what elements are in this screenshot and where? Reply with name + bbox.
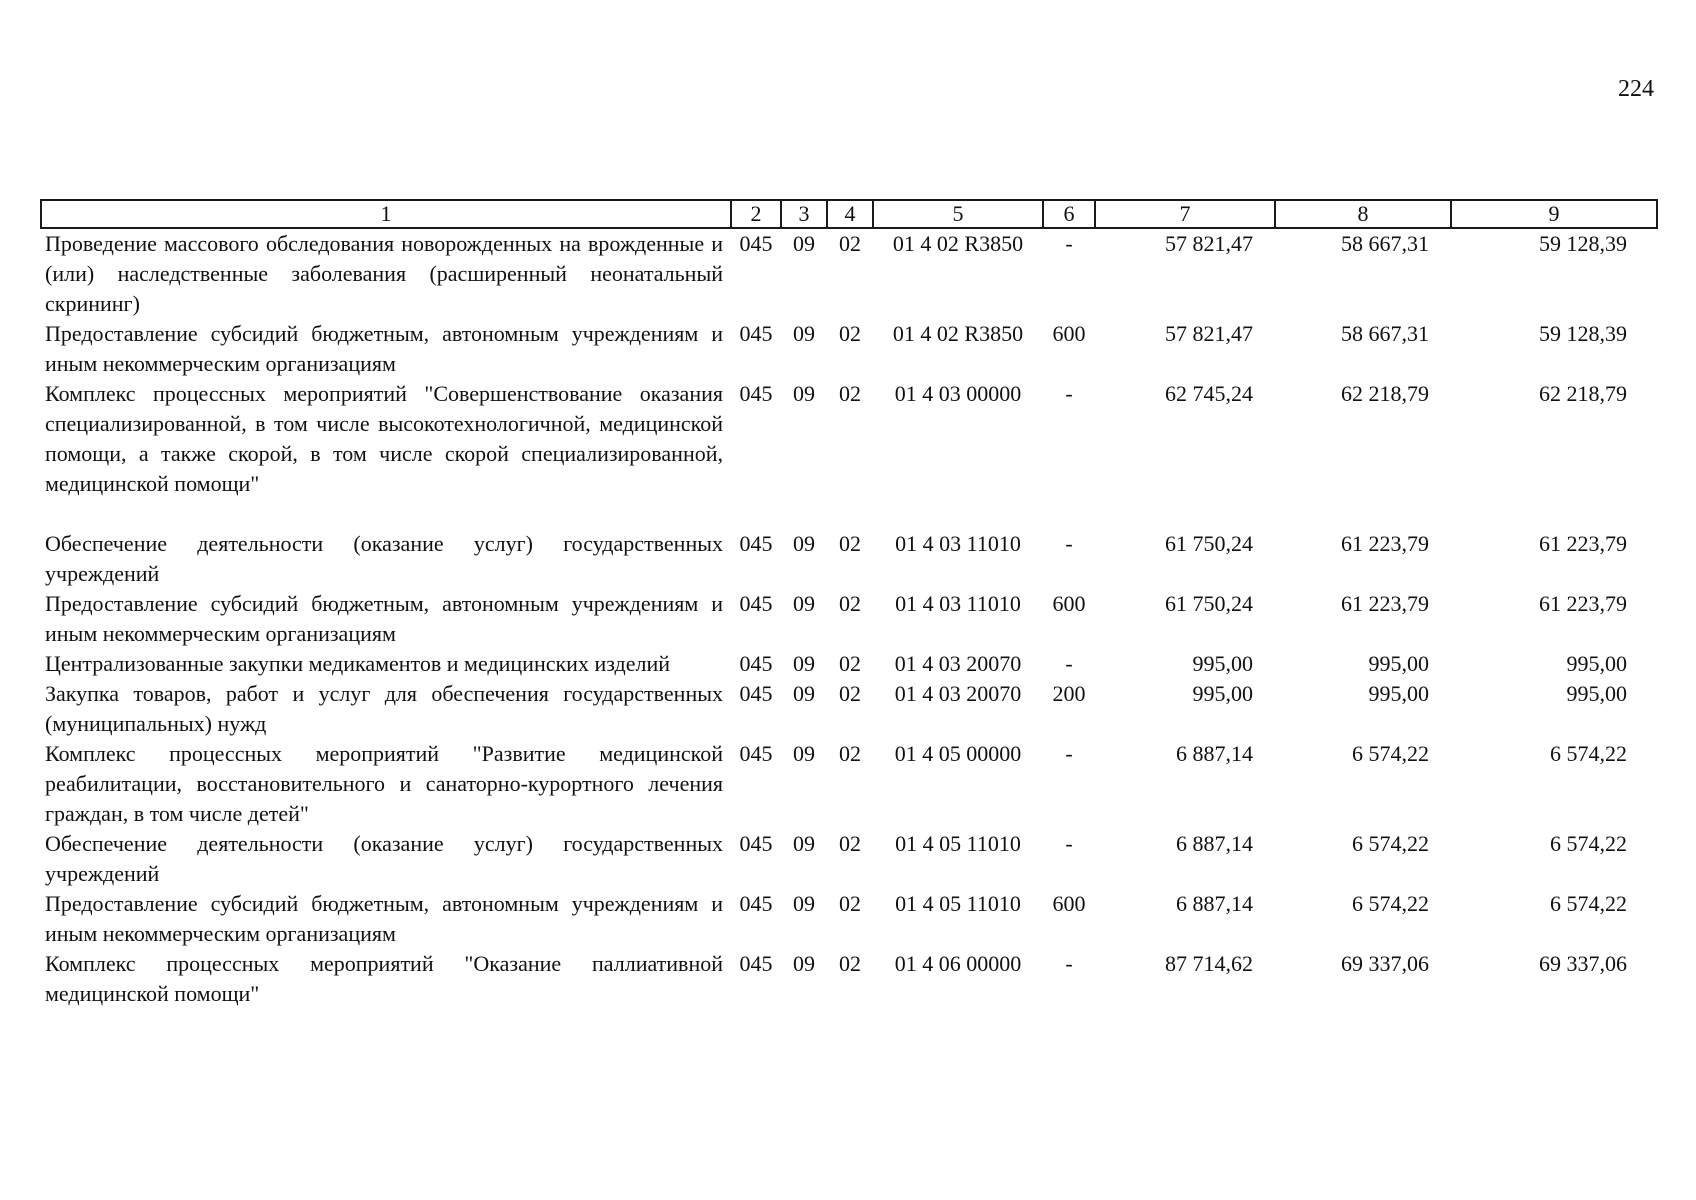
subsection-code: 02: [839, 591, 861, 616]
expense-type-code: -: [1065, 741, 1073, 766]
target-article-code: 01 4 03 20070: [894, 681, 1022, 706]
amount-col-8: 6 574,22: [1352, 741, 1429, 766]
header-col-7: 7: [1095, 200, 1275, 228]
admin-code: 045: [739, 591, 773, 616]
target-article-code: 01 4 03 11010: [895, 591, 1021, 616]
admin-code: 045: [739, 651, 773, 676]
amount-col-7: 6 887,14: [1176, 891, 1253, 916]
section-code: 09: [793, 591, 815, 616]
subsection-code: 02: [839, 831, 861, 856]
target-article-code: 01 4 06 00000: [894, 951, 1022, 976]
subsection-code: 02: [839, 891, 861, 916]
table-row: [41, 319, 1657, 379]
expense-type-code: -: [1065, 831, 1073, 856]
amount-col-8: 6 574,22: [1352, 831, 1429, 856]
header-col-3: 3: [781, 200, 827, 228]
table-row: [41, 228, 1657, 319]
header-col-1: 1: [41, 200, 731, 228]
subsection-code: 02: [839, 681, 861, 706]
admin-code: 045: [739, 681, 773, 706]
header-col-9: 9: [1451, 200, 1657, 228]
table-row: [41, 529, 1657, 589]
table-row: [41, 379, 1657, 529]
admin-code: 045: [739, 831, 773, 856]
admin-code: 045: [739, 951, 773, 976]
row-name: Предоставление субсидий бюджетным, автономным учреждениям и иным некоммерческим организациям: [45, 591, 723, 646]
header-col-5: 5: [873, 200, 1043, 228]
section-code: 09: [793, 741, 815, 766]
expense-type-code: 200: [1052, 681, 1086, 706]
amount-col-8: 995,00: [1368, 651, 1429, 676]
amount-col-7: 6 887,14: [1176, 831, 1253, 856]
amount-col-9: 69 337,06: [1539, 951, 1627, 976]
amount-col-9: 995,00: [1566, 651, 1627, 676]
subsection-code: 02: [839, 231, 861, 256]
amount-col-8: 62 218,79: [1341, 381, 1429, 406]
section-code: 09: [793, 651, 815, 676]
amount-col-7: 57 821,47: [1165, 321, 1253, 346]
admin-code: 045: [739, 321, 773, 346]
amount-col-9: 59 128,39: [1539, 321, 1627, 346]
amount-col-8: 61 223,79: [1341, 531, 1429, 556]
amount-col-7: 62 745,24: [1165, 381, 1253, 406]
section-code: 09: [793, 231, 815, 256]
row-name: Централизованные закупки медикаментов и медицинских изделий: [45, 651, 670, 676]
table-row: [41, 739, 1657, 829]
header-col-6: 6: [1043, 200, 1095, 228]
admin-code: 045: [739, 531, 773, 556]
admin-code: 045: [739, 381, 773, 406]
amount-col-9: 995,00: [1566, 681, 1627, 706]
page-number: 224: [1618, 76, 1654, 102]
target-article-code: 01 4 03 20070: [894, 651, 1022, 676]
section-code: 09: [793, 531, 815, 556]
table-row: [41, 679, 1657, 739]
header-col-8: 8: [1275, 200, 1451, 228]
amount-col-9: 61 223,79: [1539, 531, 1627, 556]
amount-col-8: 58 667,31: [1341, 231, 1429, 256]
amount-col-9: 6 574,22: [1550, 891, 1627, 916]
amount-col-9: 6 574,22: [1550, 831, 1627, 856]
expense-type-code: -: [1065, 531, 1073, 556]
amount-col-7: 61 750,24: [1165, 531, 1253, 556]
amount-col-7: 57 821,47: [1165, 231, 1253, 256]
admin-code: 045: [739, 231, 773, 256]
expense-type-code: -: [1065, 651, 1073, 676]
row-name: Предоставление субсидий бюджетным, автономным учреждениям и иным некоммерческим организациям: [45, 891, 723, 946]
admin-code: 045: [739, 741, 773, 766]
section-code: 09: [793, 381, 815, 406]
section-code: 09: [793, 681, 815, 706]
row-name: Предоставление субсидий бюджетным, автономным учреждениям и иным некоммерческим организациям: [45, 321, 723, 376]
section-code: 09: [793, 951, 815, 976]
subsection-code: 02: [839, 651, 861, 676]
amount-col-7: 995,00: [1192, 681, 1253, 706]
expense-type-code: 600: [1052, 891, 1086, 916]
row-name: Комплекс процессных мероприятий "Оказание паллиативной медицинской помощи": [45, 951, 723, 1006]
target-article-code: 01 4 03 00000: [894, 381, 1022, 406]
row-name: Обеспечение деятельности (оказание услуг) государственных учреждений: [45, 531, 723, 586]
header-col-4: 4: [827, 200, 873, 228]
admin-code: 045: [739, 891, 773, 916]
header-col-2: 2: [731, 200, 781, 228]
amount-col-8: 6 574,22: [1352, 891, 1429, 916]
subsection-code: 02: [839, 321, 861, 346]
amount-col-8: 995,00: [1368, 681, 1429, 706]
target-article-code: 01 4 03 11010: [895, 531, 1021, 556]
target-article-code: 01 4 05 11010: [895, 831, 1021, 856]
amount-col-9: 6 574,22: [1550, 741, 1627, 766]
amount-col-8: 69 337,06: [1341, 951, 1429, 976]
amount-col-9: 62 218,79: [1539, 381, 1627, 406]
amount-col-7: 87 714,62: [1165, 951, 1253, 976]
table-row: [41, 829, 1657, 889]
section-code: 09: [793, 321, 815, 346]
budget-table: [40, 199, 1658, 1009]
amount-col-9: 61 223,79: [1539, 591, 1627, 616]
amount-col-8: 61 223,79: [1341, 591, 1429, 616]
column-number-header: [41, 200, 1657, 228]
table-row: [41, 889, 1657, 949]
subsection-code: 02: [839, 951, 861, 976]
budget-rows: [41, 228, 1657, 1009]
row-name: Проведение массового обследования новорожденных на врожденные и (или) наследственные заболевания (расширенный неонатальный скрининг): [45, 231, 723, 316]
amount-col-7: 61 750,24: [1165, 591, 1253, 616]
expense-type-code: -: [1065, 951, 1073, 976]
amount-col-8: 58 667,31: [1341, 321, 1429, 346]
subsection-code: 02: [839, 741, 861, 766]
subsection-code: 02: [839, 381, 861, 406]
row-name: Комплекс процессных мероприятий "Развитие медицинской реабилитации, восстановительного и санаторно-курортного лечения граждан, в том числе детей": [45, 741, 723, 826]
subsection-code: 02: [839, 531, 861, 556]
amount-col-7: 995,00: [1192, 651, 1253, 676]
row-name: Обеспечение деятельности (оказание услуг) государственных учреждений: [45, 831, 723, 886]
target-article-code: 01 4 05 00000: [894, 741, 1022, 766]
amount-col-9: 59 128,39: [1539, 231, 1627, 256]
target-article-code: 01 4 02 R3850: [892, 231, 1024, 256]
expense-type-code: 600: [1052, 591, 1086, 616]
amount-col-7: 6 887,14: [1176, 741, 1253, 766]
table-row: [41, 589, 1657, 649]
section-code: 09: [793, 831, 815, 856]
row-name: Закупка товаров, работ и услуг для обеспечения государственных (муниципальных) нужд: [45, 681, 723, 736]
table-row: [41, 949, 1657, 1009]
expense-type-code: -: [1065, 381, 1073, 406]
row-name: Комплекс процессных мероприятий "Совершенствование оказания специализированной, в том числе высокотехнологичной, медицинской помощи, а также скорой, в том числе скорой специализированной, медицинской помощи": [45, 381, 723, 496]
table-row: [41, 649, 1657, 679]
section-code: 09: [793, 891, 815, 916]
expense-type-code: 600: [1052, 321, 1086, 346]
target-article-code: 01 4 02 R3850: [892, 321, 1024, 346]
target-article-code: 01 4 05 11010: [895, 891, 1021, 916]
expense-type-code: -: [1065, 231, 1073, 256]
